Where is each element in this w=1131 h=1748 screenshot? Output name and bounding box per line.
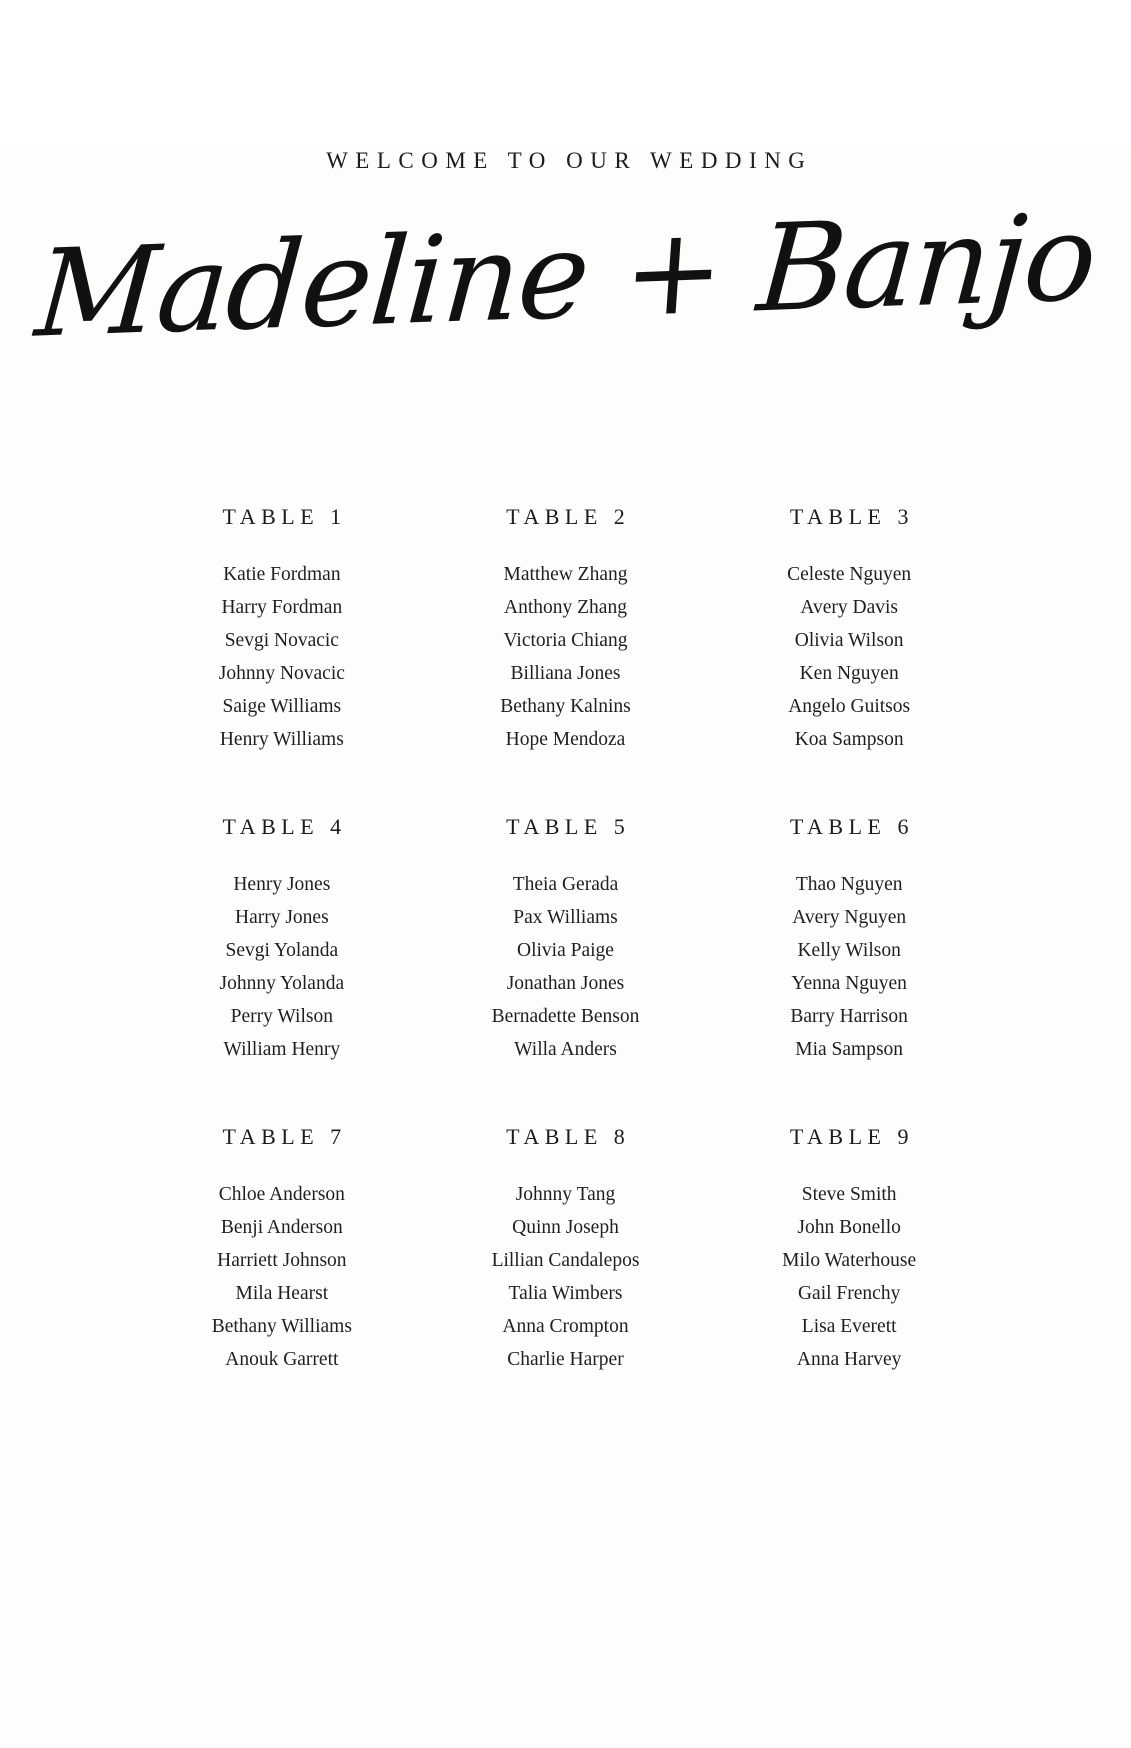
list-item: Mila Hearst: [235, 1283, 329, 1304]
list-item: Ken Nguyen: [799, 663, 899, 684]
list-item: Quinn Joseph: [512, 1217, 619, 1238]
list-item: Talia Wimbers: [508, 1283, 623, 1304]
table-block: [707, 504, 991, 756]
guest-list: [707, 868, 991, 1066]
table-title: TABLE 3: [789, 504, 914, 529]
list-item: Hope Mendoza: [505, 729, 626, 750]
table-title: TABLE 4: [222, 814, 347, 839]
list-item: Lisa Everett: [801, 1316, 897, 1337]
list-item: John Bonello: [797, 1217, 901, 1238]
list-item: Milo Waterhouse: [782, 1250, 917, 1271]
table-block: [707, 1124, 991, 1376]
list-item: Katie Fordman: [223, 564, 341, 585]
table-block: [424, 504, 708, 756]
guest-list: [140, 868, 424, 1066]
list-item: Chloe Anderson: [218, 1184, 345, 1205]
table-title: TABLE 7: [222, 1124, 347, 1149]
list-item: Olivia Wilson: [794, 630, 904, 651]
list-item: Sevgi Yolanda: [225, 940, 339, 961]
list-item: Harry Fordman: [221, 597, 343, 618]
list-item: Benji Anderson: [220, 1217, 343, 1238]
table-block: [424, 814, 708, 1066]
list-item: Angelo Guitsos: [788, 696, 911, 717]
welcome-heading: WELCOME TO OUR WEDDING: [326, 148, 813, 173]
list-item: Anouk Garrett: [225, 1349, 339, 1370]
list-item: Victoria Chiang: [503, 630, 628, 651]
list-item: Willa Anders: [514, 1039, 617, 1060]
list-item: Avery Davis: [800, 597, 898, 618]
list-item: Steve Smith: [801, 1184, 897, 1205]
list-item: Harriett Johnson: [217, 1250, 347, 1271]
list-item: Theia Gerada: [512, 874, 619, 895]
seating-chart-poster: [0, 148, 1131, 1748]
list-item: Jonathan Jones: [506, 973, 625, 994]
list-item: Matthew Zhang: [503, 564, 628, 585]
list-item: Billiana Jones: [510, 663, 621, 684]
list-item: Gail Frenchy: [797, 1283, 901, 1304]
list-item: Johnny Yolanda: [219, 973, 345, 994]
list-item: Anthony Zhang: [504, 597, 627, 618]
list-item: Barry Harrison: [790, 1006, 908, 1027]
table-block: [140, 504, 424, 756]
list-item: Bethany Williams: [211, 1316, 352, 1337]
couple-names: Madeline + Banjo: [31, 188, 1100, 365]
table-block: [424, 1124, 708, 1376]
guest-list: [140, 1178, 424, 1376]
list-item: Bernadette Benson: [491, 1006, 640, 1027]
table-block: [707, 814, 991, 1066]
list-item: Anna Crompton: [502, 1316, 629, 1337]
list-item: Perry Wilson: [230, 1006, 333, 1027]
list-item: Sevgi Novacic: [224, 630, 339, 651]
guest-list: [707, 558, 991, 756]
list-item: Olivia Paige: [517, 940, 614, 961]
list-item: Charlie Harper: [507, 1349, 624, 1370]
list-item: Celeste Nguyen: [787, 564, 912, 585]
list-item: William Henry: [223, 1039, 341, 1060]
table-title: TABLE 2: [506, 504, 631, 529]
guest-list: [424, 1178, 708, 1376]
guest-list: [424, 868, 708, 1066]
list-item: Kelly Wilson: [797, 940, 901, 961]
list-item: Johnny Novacic: [218, 663, 345, 684]
table-title: TABLE 6: [789, 814, 914, 839]
list-item: Bethany Kalnins: [500, 696, 631, 717]
table-title: TABLE 1: [222, 504, 347, 529]
couple-names-block: [0, 188, 1131, 418]
list-item: Lillian Candalepos: [491, 1250, 640, 1271]
table-title: TABLE 8: [506, 1124, 631, 1149]
guest-list: [140, 558, 424, 756]
table-block: [140, 814, 424, 1066]
table-block: [140, 1124, 424, 1376]
list-item: Saige Williams: [222, 696, 342, 717]
list-item: Henry Williams: [219, 729, 344, 750]
table-title: TABLE 9: [789, 1124, 914, 1149]
list-item: Thao Nguyen: [795, 874, 903, 895]
list-item: Henry Jones: [233, 874, 331, 895]
guest-list: [424, 558, 708, 756]
list-item: Yenna Nguyen: [791, 973, 907, 994]
list-item: Mia Sampson: [795, 1039, 904, 1060]
list-item: Johnny Tang: [515, 1184, 616, 1205]
list-item: Pax Williams: [513, 907, 618, 928]
tables-grid: [0, 504, 1131, 1376]
guest-list: [707, 1178, 991, 1376]
list-item: Avery Nguyen: [792, 907, 907, 928]
table-title: TABLE 5: [506, 814, 631, 839]
list-item: Anna Harvey: [796, 1349, 902, 1370]
list-item: Koa Sampson: [794, 729, 904, 750]
list-item: Harry Jones: [234, 907, 329, 928]
